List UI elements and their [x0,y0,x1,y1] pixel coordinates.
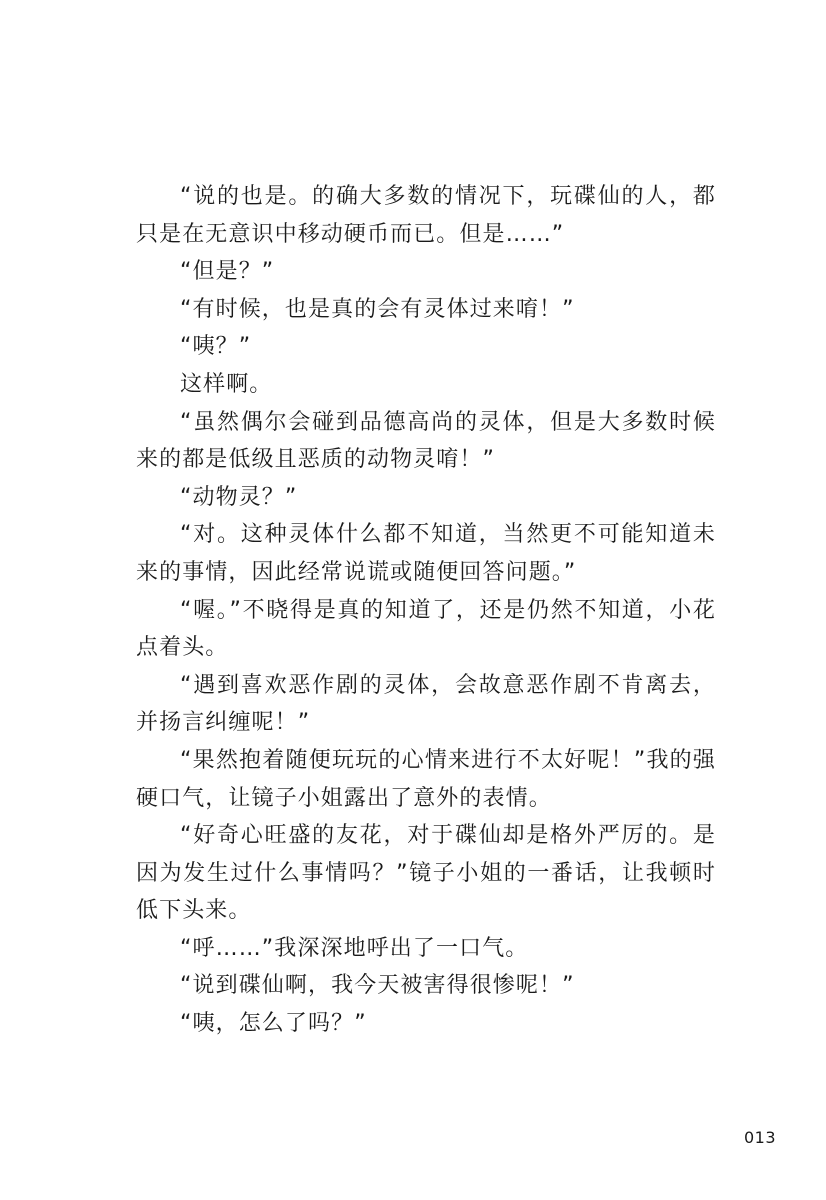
paragraph: “说到碟仙啊，我今天被害得很惨呢！” [180,973,575,999]
paragraph: “对。这种灵体什么都不知道，当然更不可能知道未来的事情，因此经常说谎或随便回答问题。” [136,522,716,585]
body-text [136,178,716,1043]
paragraph: “咦，怎么了吗？” [180,1011,367,1037]
paragraph: “有时候，也是真的会有灵体过来唷！” [180,296,575,322]
paragraph: “呼……”我深深地呼出了一口气。 [180,935,529,961]
paragraph: “动物灵？” [180,484,298,510]
page-number: 013 [743,1128,776,1147]
paragraph: “咦？” [180,334,252,360]
paragraph: “但是？” [180,259,275,285]
paragraph: “虽然偶尔会碰到品德高尚的灵体，但是大多数时候来的都是低级且恶质的动物灵唷！” [136,409,716,473]
paragraph: 这样啊。 [180,371,273,397]
paragraph: “果然抱着随便玩玩的心情来进行不太好呢！”我的强硬口气，让镜子小姐露出了意外的表情。 [136,747,716,811]
paragraph: “遇到喜欢恶作剧的灵体，会故意恶作剧不肯离去，并扬言纠缠呢！” [136,672,716,736]
paragraph: “好奇心旺盛的友花，对于碟仙却是格外严厉的。是因为发生过什么事情吗？”镜子小姐的一番话，让我顿时低下头来。 [136,823,716,924]
paragraph: “喔。”不晓得是真的知道了，还是仍然不知道，小花点着头。 [136,597,716,661]
paragraph: “说的也是。的确大多数的情况下，玩碟仙的人，都只是在无意识中移动硬币而已。但是……” [136,184,716,247]
